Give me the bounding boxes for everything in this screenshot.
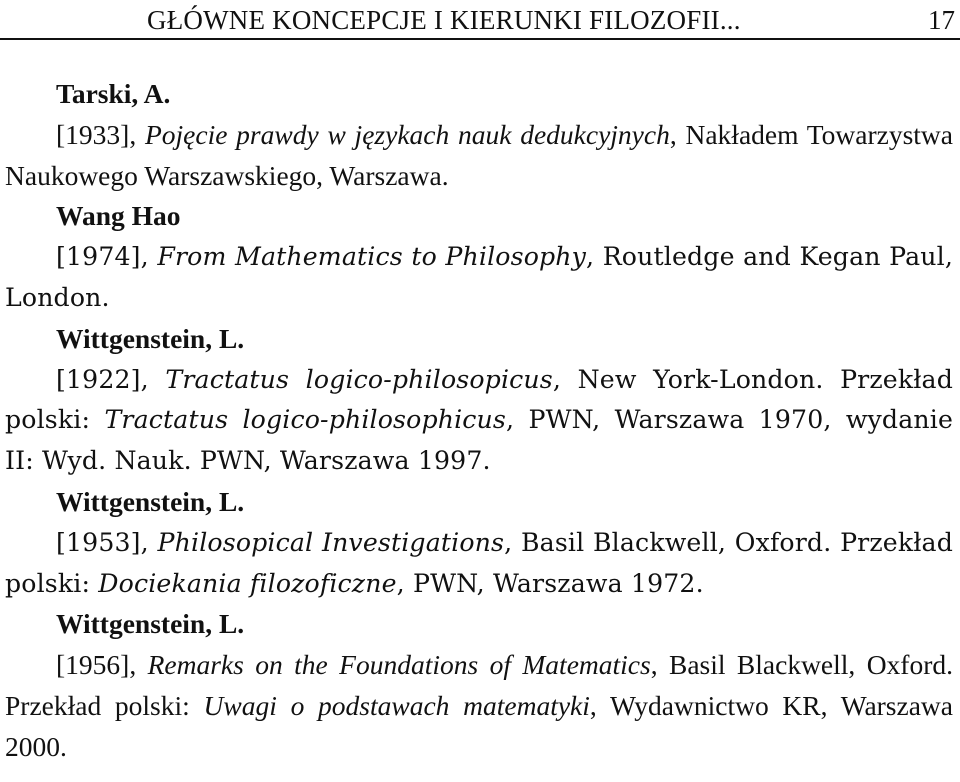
entry-reference <box>5 360 953 482</box>
entry-title: Remarks on the Foundations of Matematics <box>147 649 651 681</box>
entry-publication: , Nakładem Towarzystwa Naukowego Warszawskiego, Warszawa. <box>5 118 953 191</box>
entry-publication: , New York-London. Przekład polski: <box>5 364 953 435</box>
entry-translation-publication: , PWN, Warszawa 1972. <box>396 568 704 598</box>
entry-author: Tarski, A. <box>56 78 171 109</box>
entry-author: Wittgenstein, L. <box>56 322 245 354</box>
bibliography-entry <box>5 74 953 196</box>
entry-reference <box>5 115 953 197</box>
entry-reference <box>5 645 953 767</box>
entry-translation-title: Uwagi o podstawach matematyki <box>203 689 590 721</box>
entry-publication: , Basil Blackwell, Oxford. Przekład polski: <box>5 527 954 598</box>
entry-translation-publication: , PWN, Warszawa 1970, wydanie II: Wyd. Nauk. PWN, Warszawa 1997. <box>5 405 954 476</box>
entry-title: Tractatus logico-philosopicus <box>165 364 553 394</box>
entry-author: Wang Hao <box>56 200 181 232</box>
entry-publication: , Basil Blackwell, Oxford. Przekład polski: <box>5 649 953 721</box>
page-header <box>0 0 960 40</box>
entry-year: [1933], <box>56 118 145 150</box>
entry-translation-publication: , Wydawnictwo KR, Warszawa 2000. <box>5 689 953 762</box>
entry-reference <box>5 523 953 605</box>
entry-year: [1953], <box>56 527 158 557</box>
entry-year: [1956], <box>56 649 148 681</box>
page-number: 17 <box>928 5 955 35</box>
entry-publication: , Routledge and Kegan Paul, London. <box>5 242 953 312</box>
entry-title: Philosopical Investigations <box>157 527 505 557</box>
bibliography-entry <box>5 319 953 482</box>
entry-title: From Mathematics to Philosophy <box>157 242 587 272</box>
bibliography-entry <box>5 482 953 604</box>
entry-author: Wittgenstein, L. <box>56 608 245 640</box>
entry-author: Wittgenstein, L. <box>56 485 245 517</box>
entry-translation-title: Tractatus logico-philosophicus <box>104 405 507 435</box>
entry-reference <box>5 237 953 319</box>
entry-translation-title: Dociekania filozoficzne <box>98 568 397 598</box>
bibliography-entry <box>5 196 953 318</box>
bibliography-entry <box>5 604 953 767</box>
bibliography-list <box>5 74 953 768</box>
entry-year: [1922], <box>56 364 166 394</box>
running-head: GŁÓWNE KONCEPCJE I KIERUNKI FILOZOFII... <box>147 5 741 35</box>
entry-title: Pojęcie prawdy w językach nauk dedukcyjnych <box>144 118 670 150</box>
entry-year: [1974], <box>56 242 158 272</box>
